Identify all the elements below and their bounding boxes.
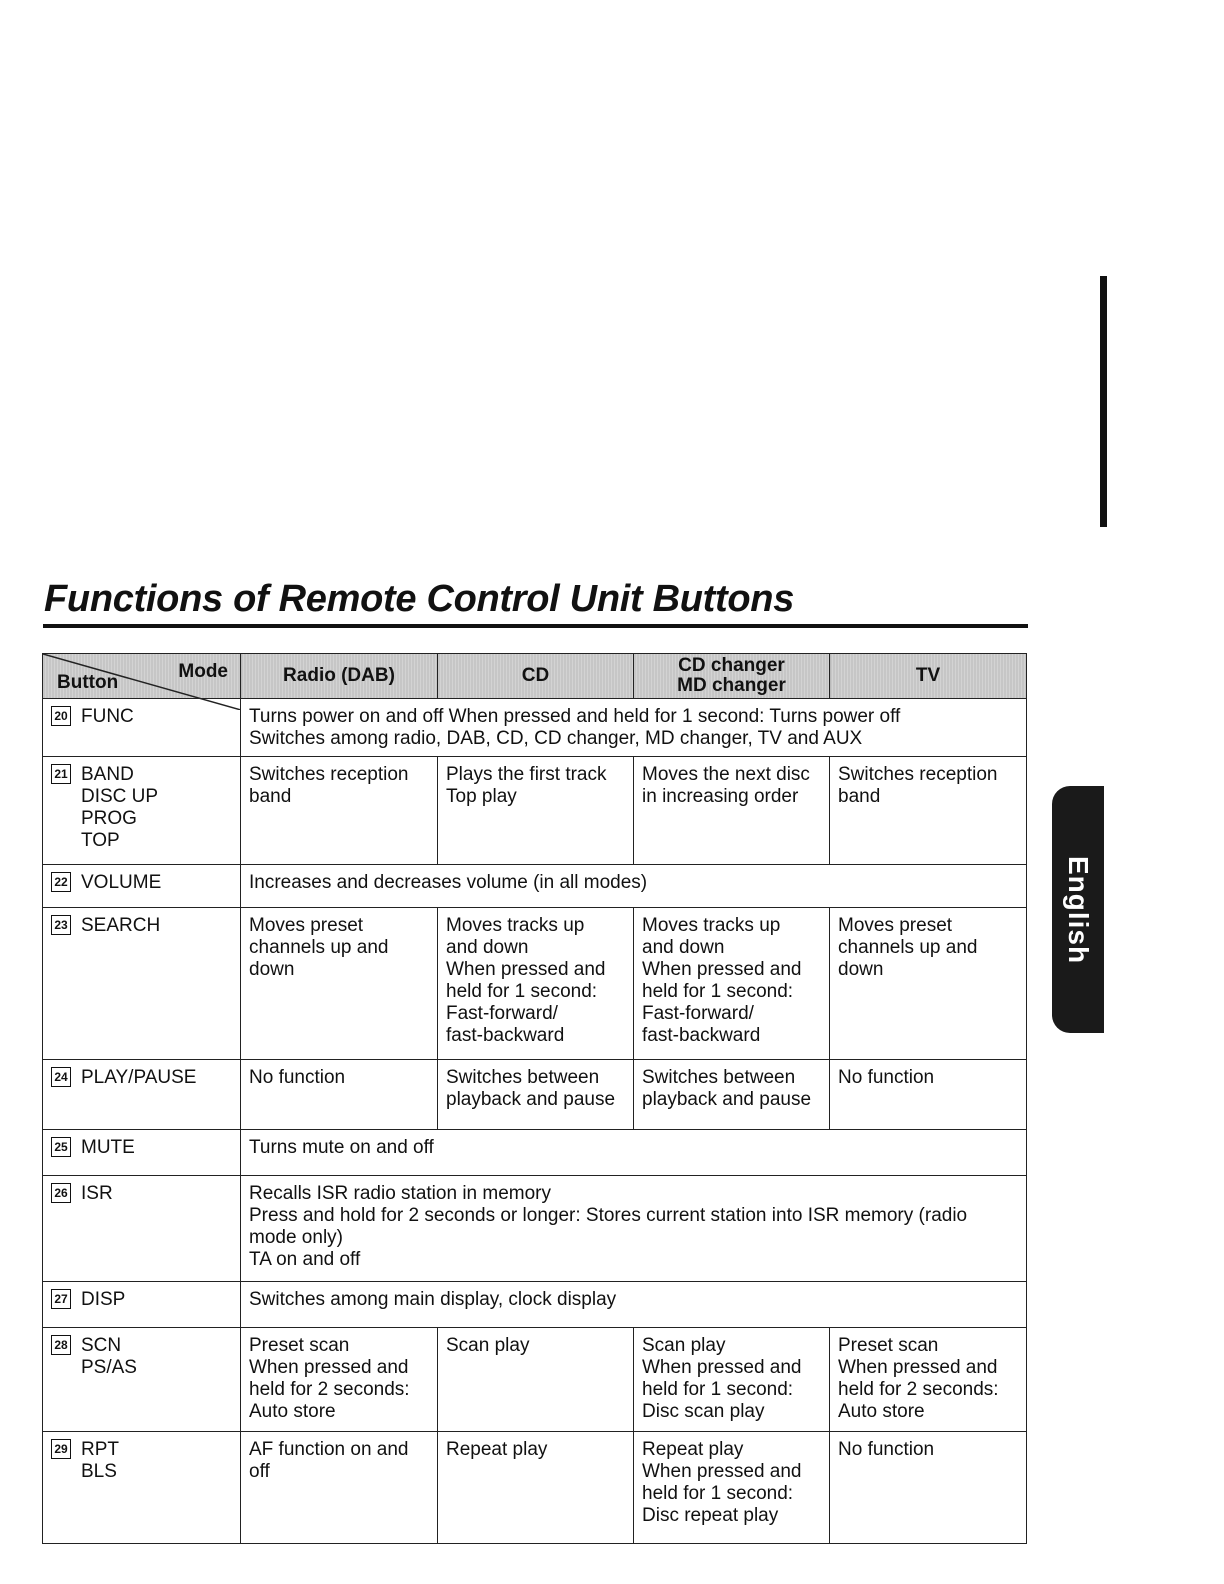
col-header-changer: [634, 654, 830, 699]
cell-line: No function: [838, 1067, 935, 1088]
title-rule: [43, 624, 1028, 628]
button-name: DISP: [81, 1289, 126, 1310]
cell-line: Fast-forward/: [642, 1003, 754, 1024]
cell-line: down: [249, 959, 295, 980]
changer-cell: [634, 908, 830, 1060]
button-cell: [43, 1282, 241, 1328]
button-cell: [43, 1328, 241, 1432]
button-names: [81, 1335, 137, 1379]
margin-bar: [1100, 276, 1107, 527]
corner-header: [43, 654, 241, 699]
button-name: SEARCH: [81, 915, 161, 936]
cell-line: fast-backward: [642, 1025, 761, 1046]
button-number-badge: 27: [51, 1289, 71, 1309]
cell-line: playback and pause: [642, 1089, 812, 1110]
remote-functions-table: [42, 653, 1027, 1544]
cell-line: Turns mute on and off: [249, 1137, 434, 1158]
header-row: [43, 654, 1027, 699]
button-number-badge: 21: [51, 764, 71, 784]
cell-line: channels up and: [838, 937, 978, 958]
changer-cell: [634, 1432, 830, 1544]
cell-line: mode only): [249, 1227, 343, 1248]
table-row: [43, 1282, 1027, 1328]
button-cell: [43, 908, 241, 1060]
button-number-badge: 28: [51, 1335, 71, 1355]
radio-dab-cell: [241, 1060, 438, 1130]
cell-line: Top play: [446, 786, 517, 807]
cell-line: playback and pause: [446, 1089, 616, 1110]
table-row: [43, 1130, 1027, 1176]
button-names: [81, 1137, 135, 1159]
cd-cell: [438, 1432, 634, 1544]
button-names: [81, 1439, 119, 1483]
all-modes-cell: [241, 1282, 1027, 1328]
cell-line: Switches between: [642, 1067, 796, 1088]
button-names: [81, 1183, 113, 1205]
cell-line: Moves the next disc: [642, 764, 810, 785]
cell-line: When pressed and: [838, 1357, 998, 1378]
button-name: PS/AS: [81, 1357, 137, 1378]
cell-line: in increasing order: [642, 786, 799, 807]
cell-line: Scan play: [446, 1335, 530, 1356]
cell-line: When pressed and: [249, 1357, 409, 1378]
button-name: BAND: [81, 764, 134, 785]
language-tab: [1052, 786, 1104, 1033]
cell-line: AF function on and off: [249, 1439, 409, 1482]
cell-line: and down: [446, 937, 529, 958]
tv-cell: [830, 908, 1027, 1060]
table-row: [43, 1328, 1027, 1432]
tv-cell: [830, 757, 1027, 865]
button-names: [81, 764, 158, 852]
cell-line: Switches among radio, DAB, CD, CD changer, MD changer, TV and AUX: [249, 728, 863, 749]
cell-line: No function: [249, 1067, 346, 1088]
all-modes-cell: [241, 865, 1027, 908]
button-name: BLS: [81, 1461, 117, 1482]
button-name: PLAY/PAUSE: [81, 1067, 197, 1088]
button-number-badge: 29: [51, 1439, 71, 1459]
table-row: [43, 1432, 1027, 1544]
button-name: SCN: [81, 1335, 122, 1356]
cell-line: band: [249, 786, 292, 807]
col-header-tv: TV: [830, 654, 1027, 699]
cell-line: held for 1 second:: [642, 1379, 794, 1400]
col-header-cd-changer: CD changer: [678, 655, 785, 676]
cell-line: Press and hold for 2 seconds or longer: Stores current station into ISR memory (radio: [249, 1205, 968, 1226]
changer-cell: [634, 757, 830, 865]
cd-cell: [438, 757, 634, 865]
button-cell: [43, 1060, 241, 1130]
button-name: ISR: [81, 1183, 113, 1204]
tv-cell: [830, 1328, 1027, 1432]
table-row: [43, 865, 1027, 908]
all-modes-cell: [241, 1176, 1027, 1282]
changer-cell: [634, 1060, 830, 1130]
cell-line: Moves preset: [838, 915, 953, 936]
button-number-badge: 26: [51, 1183, 71, 1203]
table-row: [43, 1176, 1027, 1282]
col-header-radio: Radio (DAB): [241, 654, 438, 699]
col-header-md-changer: MD changer: [677, 675, 786, 696]
button-name: TOP: [81, 830, 120, 851]
cell-line: Auto store: [249, 1401, 336, 1422]
cell-line: Recalls ISR radio station in memory: [249, 1183, 551, 1204]
button-name: RPT: [81, 1439, 119, 1460]
cell-line: When pressed and: [642, 1461, 802, 1482]
button-names: [81, 872, 161, 894]
language-tab-label: English: [1063, 855, 1094, 964]
cell-line: Fast-forward/: [446, 1003, 558, 1024]
cell-line: Repeat play: [642, 1439, 744, 1460]
button-number-badge: 25: [51, 1137, 71, 1157]
cell-line: When pressed and: [446, 959, 606, 980]
button-number-badge: 20: [51, 706, 71, 726]
radio-dab-cell: [241, 908, 438, 1060]
changer-cell: [634, 1328, 830, 1432]
all-modes-cell: [241, 1130, 1027, 1176]
cell-line: channels up and: [249, 937, 389, 958]
cell-line: Switches reception: [249, 764, 409, 785]
cell-line: held for 1 second:: [642, 981, 794, 1002]
cell-line: Plays the first track: [446, 764, 607, 785]
button-names: [81, 1067, 196, 1089]
cell-line: Disc repeat play: [642, 1505, 779, 1526]
radio-dab-cell: [241, 1328, 438, 1432]
button-cell: [43, 1176, 241, 1282]
cell-line: Repeat play: [446, 1439, 548, 1460]
cell-line: Moves tracks up: [642, 915, 781, 936]
button-number-badge: 23: [51, 915, 71, 935]
button-cell: [43, 865, 241, 908]
button-cell: [43, 1130, 241, 1176]
cell-line: held for 2 seconds:: [249, 1379, 410, 1400]
tv-cell: [830, 1060, 1027, 1130]
radio-dab-cell: [241, 1432, 438, 1544]
cell-line: Switches among main display, clock display: [249, 1289, 617, 1310]
table-row: [43, 908, 1027, 1060]
button-cell: [43, 757, 241, 865]
cell-line: Auto store: [838, 1401, 925, 1422]
cell-line: When pressed and: [642, 1357, 802, 1378]
cell-line: Preset scan: [838, 1335, 939, 1356]
button-name: VOLUME: [81, 872, 162, 893]
cell-line: Moves preset: [249, 915, 364, 936]
table-row: [43, 1060, 1027, 1130]
cell-line: Preset scan: [249, 1335, 350, 1356]
page-title: Functions of Remote Control Unit Buttons: [44, 578, 795, 620]
mode-label: Mode: [178, 661, 228, 682]
button-cell: [43, 1432, 241, 1544]
button-name: FUNC: [81, 706, 134, 727]
cd-cell: [438, 908, 634, 1060]
button-number-badge: 22: [51, 872, 71, 892]
cell-line: Moves tracks up: [446, 915, 585, 936]
cell-line: band: [838, 786, 881, 807]
button-names: [81, 1289, 125, 1311]
cell-line: down: [838, 959, 884, 980]
cell-line: Disc scan play: [642, 1401, 765, 1422]
radio-dab-cell: [241, 757, 438, 865]
table-body: [43, 699, 1027, 1544]
cell-line: held for 2 seconds:: [838, 1379, 999, 1400]
cd-cell: [438, 1060, 634, 1130]
cell-line: When pressed and: [642, 959, 802, 980]
cell-line: and down: [642, 937, 725, 958]
cell-line: Switches between: [446, 1067, 600, 1088]
cell-line: No function: [838, 1439, 935, 1460]
button-names: [81, 915, 160, 937]
table-row: [43, 757, 1027, 865]
cell-line: Scan play: [642, 1335, 726, 1356]
cd-cell: [438, 1328, 634, 1432]
cell-line: Switches reception: [838, 764, 998, 785]
col-header-cd: CD: [438, 654, 634, 699]
cell-line: Turns power on and off When pressed and held for 1 second: Turns power off: [249, 706, 901, 727]
button-label: Button: [57, 672, 119, 693]
button-name: PROG: [81, 808, 137, 829]
cell-line: held for 1 second:: [446, 981, 598, 1002]
cell-line: TA on and off: [249, 1249, 361, 1270]
all-modes-cell: [241, 699, 1027, 757]
button-name: DISC UP: [81, 786, 159, 807]
tv-cell: [830, 1432, 1027, 1544]
cell-line: held for 1 second:: [642, 1483, 794, 1504]
button-number-badge: 24: [51, 1067, 71, 1087]
cell-line: fast-backward: [446, 1025, 565, 1046]
button-name: MUTE: [81, 1137, 135, 1158]
cell-line: Increases and decreases volume (in all modes): [249, 872, 648, 893]
